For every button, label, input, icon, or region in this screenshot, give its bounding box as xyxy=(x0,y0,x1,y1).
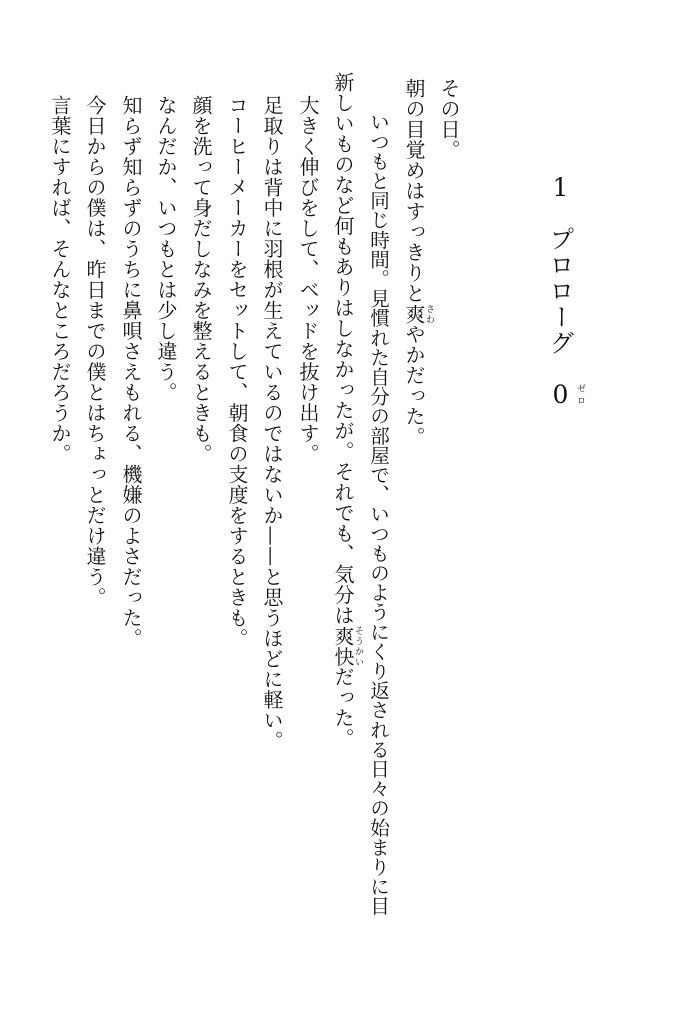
paragraph: 言葉にすれば、そんなところだろうか。 xyxy=(48,95,72,464)
paragraph: なんだか、いつもとは少し違う。 xyxy=(154,95,178,403)
paragraph: 知らず知らずのうちに鼻唄さえもれる、機嫌のよさだった。 xyxy=(119,95,143,649)
paragraph: いつもと同じ時間。見慣れた自分の部屋で、いつものようにくり返される日々の始まりに目 xyxy=(366,112,390,916)
paragraph: 新しいものなど何もありはしなかったが。それでも、気分は爽快そうかいだった。 xyxy=(331,72,363,749)
paragraph: その日。 xyxy=(437,78,461,160)
chapter-number: 1 xyxy=(552,175,569,200)
paragraph: コーヒーメーカーをセットして、朝食の支度をするときも。 xyxy=(225,95,249,649)
paragraph: 足取りは背中に羽根が生えているのではないか——と思うほどに軽い。 xyxy=(260,95,284,751)
paragraph: 顔を洗って身だしなみを整えるときも。 xyxy=(189,95,213,464)
chapter-subtitle: 0 ゼロ xyxy=(552,382,585,407)
paragraph: 今日からの僕は、昨日までの僕とはちょっとだけ違う。 xyxy=(83,95,107,608)
chapter-heading xyxy=(548,175,585,407)
paragraph: 大きく伸びをして、ベッドを抜け出す。 xyxy=(296,95,320,464)
chapter-title: プロローグ xyxy=(546,226,575,356)
paragraph: 朝の目覚めはすっきりと爽さわやかだった。 xyxy=(402,78,434,447)
